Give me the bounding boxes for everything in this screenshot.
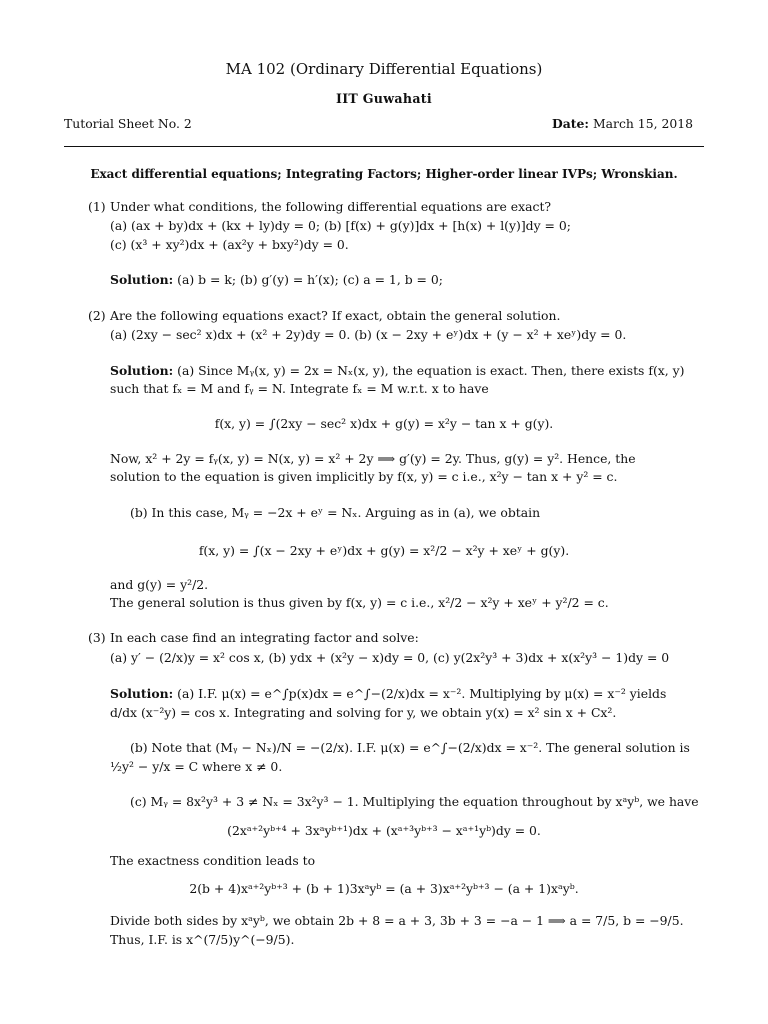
- q3-solution-c-line2: The exactness condition leads to: [110, 853, 316, 868]
- q2-equation-b: f(x, y) = ∫(x − 2xy + eʸ)dx + g(y) = x²/2 − x²y + xeʸ + g(y).: [198, 543, 570, 558]
- q3-solution-c-line4: Thus, I.F. is x^(7/5)y^(−9/5).: [110, 932, 295, 947]
- course-title: MA 102 (Ordinary Differential Equations): [225, 60, 543, 78]
- q2-solution-a-line2: such that fₓ = M and fᵧ = N. Integrate fₓ = M w.r.t. x to have: [110, 381, 489, 396]
- q3-solution-a-line1: [110, 686, 666, 702]
- q3-solution-b-line2: ½y² − y/x = C where x ≠ 0.: [110, 759, 283, 774]
- q3-solution-c-line3: Divide both sides by xᵃyᵇ, we obtain 2b + 8 = a + 3, 3b + 3 = −a − 1 ⟹ a = 7/5, b = −9/5.: [110, 913, 684, 928]
- date-value: March 15, 2018: [592, 116, 693, 131]
- q2-solution-b-line2: and g(y) = y²/2.: [110, 577, 209, 592]
- q3-solution-a-text1: (a) I.F. μ(x) = e^∫p(x)dx = e^∫−(2/x)dx = x⁻². Multiplying by μ(x) = x⁻² yields: [173, 686, 667, 701]
- q2-solution-a-line4: solution to the equation is given implicitly by f(x, y) = c i.e., x²y − tan x + y² = c.: [110, 469, 618, 484]
- q1-prompt: Under what conditions, the following differential equations are exact?: [110, 199, 552, 214]
- q2-solution-a-text1: (a) Since Mᵧ(x, y) = 2x = Nₓ(x, y), the equation is exact. Then, there exists f(x, y): [173, 363, 685, 378]
- q1-parts-ab: (a) (ax + by)dx + (kx + ly)dy = 0; (b) [f(x) + g(y)]dx + [h(x) + l(y)]dy = 0;: [110, 218, 571, 233]
- q2-solution-label: Solution:: [110, 363, 174, 378]
- q2-equation-a: f(x, y) = ∫(2xy − sec² x)dx + g(y) = x²y − tan x + g(y).: [214, 416, 554, 431]
- q2-solution-a-line3: Now, x² + 2y = fᵧ(x, y) = N(x, y) = x² + 2y ⟹ g′(y) = 2y. Thus, g(y) = y². Hence, the: [110, 451, 636, 466]
- q3-solution-a-line2: d/dx (x⁻²y) = cos x. Integrating and solving for y, we obtain y(x) = x² sin x + Cx².: [110, 705, 617, 720]
- date-label: Date:: [552, 116, 589, 131]
- header-divider: [64, 146, 704, 147]
- q1-part-c: (c) (x³ + xy²)dx + (ax²y + bxy²)dy = 0.: [110, 237, 349, 252]
- topics-heading: Exact differential equations; Integrating Factors; Higher-order linear IVPs; Wronskian.: [90, 167, 678, 181]
- q3-equation-c1: (2xᵃ⁺²yᵇ⁺⁴ + 3xᵃyᵇ⁺¹)dx + (xᵃ⁺³yᵇ⁺³ − xᵃ⁺¹yᵇ)dy = 0.: [227, 823, 541, 838]
- institute-name: IIT Guwahati: [336, 91, 432, 106]
- q2-solution-b-line1: (b) In this case, Mᵧ = −2x + eʸ = Nₓ. Arguing as in (a), we obtain: [130, 505, 541, 520]
- q2-solution-a-line1: [110, 363, 684, 379]
- q3-parts-abc: (a) y′ − (2/x)y = x² cos x, (b) ydx + (x²y − x)dy = 0, (c) y(2x²y³ + 3)dx + x(x²y³ − 1)dy = 0: [110, 650, 670, 665]
- q1-solution-text: (a) b = k; (b) g′(y) = h′(x); (c) a = 1, b = 0;: [173, 272, 443, 287]
- q2-solution-b-line3: The general solution is thus given by f(x, y) = c i.e., x²/2 − x²y + xeʸ + y²/2 = c.: [110, 595, 609, 610]
- q3-solution-b-line1: (b) Note that (Mᵧ − Nₓ)/N = −(2/x). I.F. μ(x) = e^∫−(2/x)dx = x⁻². The general solution is: [130, 740, 690, 755]
- q2-prompt: Are the following equations exact? If exact, obtain the general solution.: [110, 308, 561, 323]
- q3-number: (3): [88, 630, 106, 645]
- q3-equation-c2: 2(b + 4)xᵃ⁺²yᵇ⁺³ + (b + 1)3xᵃyᵇ = (a + 3)xᵃ⁺²yᵇ⁺³ − (a + 1)xᵃyᵇ.: [189, 881, 579, 896]
- sheet-date: [552, 116, 693, 132]
- q3-solution-label: Solution:: [110, 686, 174, 701]
- q1-solution: [110, 272, 443, 288]
- q1-solution-label: Solution:: [110, 272, 174, 287]
- q3-solution-c-line1: (c) Mᵧ = 8x²y³ + 3 ≠ Nₓ = 3x²y³ − 1. Multiplying the equation throughout by xᵃyᵇ, we have: [130, 794, 699, 809]
- q3-prompt: In each case find an integrating factor and solve:: [110, 630, 419, 645]
- q1-number: (1): [88, 199, 106, 214]
- sheet-number: Tutorial Sheet No. 2: [64, 116, 192, 131]
- q2-parts-ab: (a) (2xy − sec² x)dx + (x² + 2y)dy = 0. (b) (x − 2xy + eʸ)dx + (y − x² + xeʸ)dy = 0.: [110, 327, 627, 342]
- q2-number: (2): [88, 308, 106, 323]
